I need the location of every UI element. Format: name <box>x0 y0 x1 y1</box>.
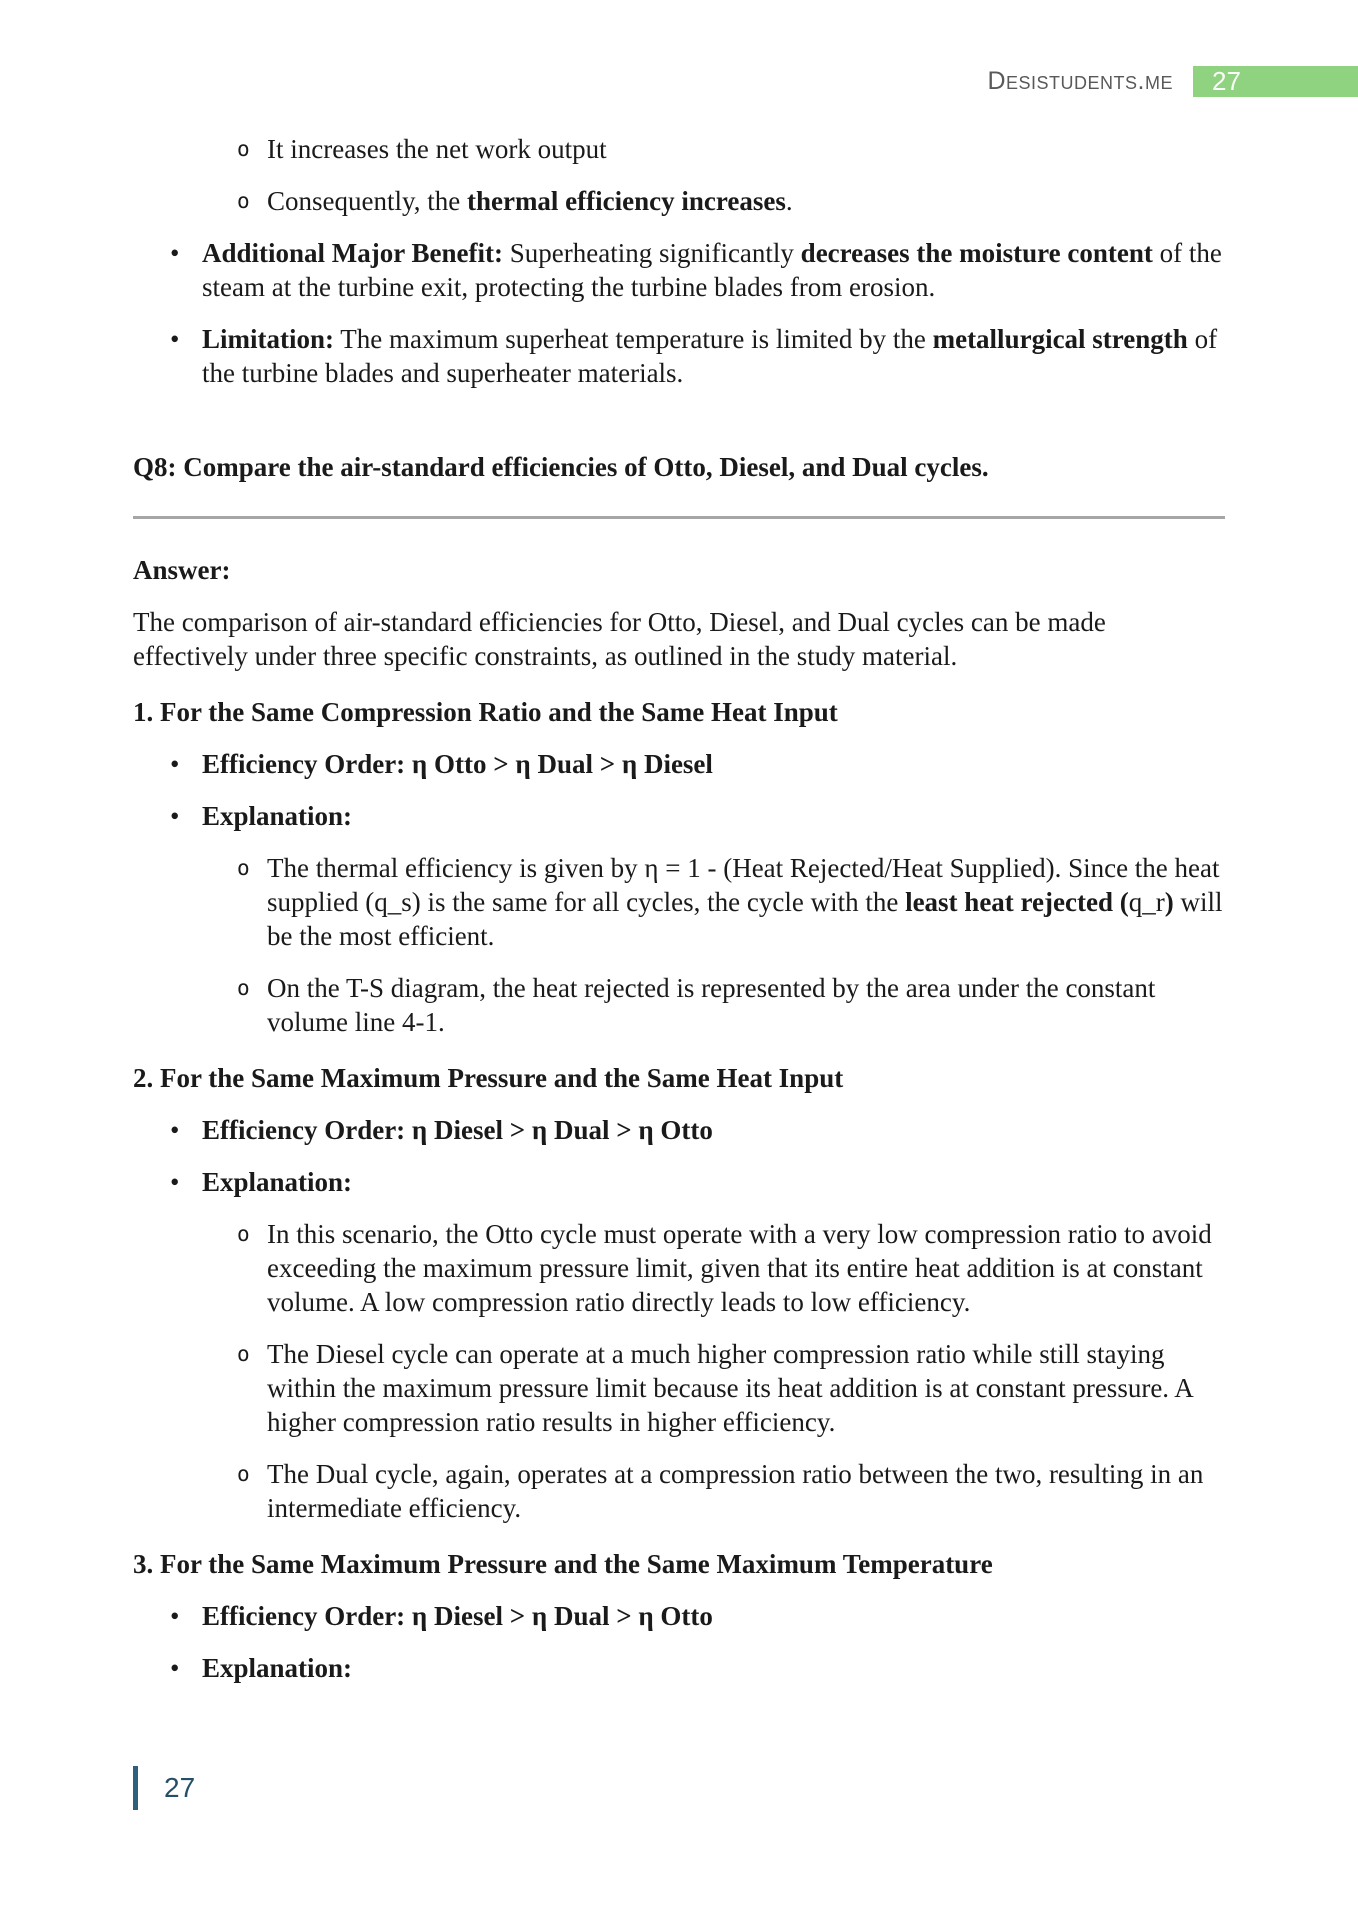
question-heading: Q8: Compare the air-standard efficiencies of Otto, Diesel, and Dual cycles. <box>133 450 1225 519</box>
circle-bullet-icon: o <box>237 1462 250 1486</box>
section-heading: 1. For the Same Compression Ratio and the Same Heat Input <box>133 697 838 727</box>
list-item-text: Efficiency Order: η Otto > η Dual > η Diesel <box>202 749 713 779</box>
list-item <box>133 1337 1225 1439</box>
list-item-text: Explanation: <box>202 1653 353 1683</box>
list-item <box>133 184 1225 218</box>
bullet-icon: • <box>170 324 180 354</box>
list-item <box>133 1651 1225 1685</box>
list-item-text: In this scenario, the Otto cycle must operate with a very low compression ratio to avoid exceeding the maximum pressure limit, given that its entire heat addition is at constant volume. A low compression ratio directly leads to low efficiency. <box>267 1219 1212 1317</box>
list-item <box>133 1165 1225 1199</box>
list-item-text: Consequently, the thermal efficiency increases. <box>267 186 793 216</box>
list-item-text: On the T-S diagram, the heat rejected is represented by the area under the constant volume line 4-1. <box>267 973 1156 1037</box>
list-item <box>133 747 1225 781</box>
bullet-icon: • <box>170 801 180 831</box>
circle-bullet-icon: o <box>237 189 250 213</box>
footer-accent-bar <box>133 1766 138 1810</box>
page-header <box>0 66 1358 97</box>
list-item-text: Limitation: The maximum superheat temperature is limited by the metallurgical strength of the turbine blades and superheater materials. <box>202 324 1218 388</box>
bullet-icon: • <box>170 1653 180 1683</box>
bullet-icon: • <box>170 1167 180 1197</box>
list-item <box>133 851 1225 953</box>
list-item-text: Additional Major Benefit: Superheating significantly decreases the moisture content of the steam at the turbine exit, protecting the turbine blades from erosion. <box>202 238 1222 302</box>
list-item-text: Explanation: <box>202 801 353 831</box>
circle-bullet-icon: o <box>237 976 250 1000</box>
circle-bullet-icon: o <box>237 1222 250 1246</box>
circle-bullet-icon: o <box>237 856 250 880</box>
list-item-text: Efficiency Order: η Diesel > η Dual > η Otto <box>202 1115 713 1145</box>
bullet-icon: • <box>170 1601 180 1631</box>
list-item-text: Efficiency Order: η Diesel > η Dual > η Otto <box>202 1601 713 1631</box>
list-item <box>133 1217 1225 1319</box>
list-item <box>133 799 1225 833</box>
list-item <box>133 236 1225 304</box>
circle-bullet-icon: o <box>237 1342 250 1366</box>
footer-page-number: 27 <box>164 1772 196 1803</box>
list-item-text: The Dual cycle, again, operates at a compression ratio between the two, resulting in an intermediate efficiency. <box>267 1459 1204 1523</box>
section-heading: 2. For the Same Maximum Pressure and the Same Heat Input <box>133 1063 844 1093</box>
list-item-text: The Diesel cycle can operate at a much higher compression ratio while still staying within the maximum pressure limit because its heat addition is at constant pressure. A higher compression ratio results in higher efficiency. <box>267 1339 1193 1437</box>
list-item <box>133 971 1225 1039</box>
bullet-icon: • <box>170 1115 180 1145</box>
list-item <box>133 322 1225 390</box>
site-name: Desistudents.me <box>987 67 1173 95</box>
list-item <box>133 1599 1225 1633</box>
answer-label: Answer: <box>133 555 231 585</box>
document-content <box>133 132 1225 1703</box>
list-item <box>133 1457 1225 1525</box>
list-item-text: It increases the net work output <box>267 134 607 164</box>
page-number-badge: 27 <box>1193 66 1358 97</box>
circle-bullet-icon: o <box>237 137 250 161</box>
page-footer <box>133 1766 195 1810</box>
list-item-text: Explanation: <box>202 1167 353 1197</box>
section-heading: 3. For the Same Maximum Pressure and the Same Maximum Temperature <box>133 1549 993 1579</box>
paragraph: The comparison of air-standard efficiencies for Otto, Diesel, and Dual cycles can be made effectively under three specific constraints, as outlined in the study material. <box>133 607 1106 671</box>
list-item <box>133 1113 1225 1147</box>
list-item <box>133 132 1225 166</box>
bullet-icon: • <box>170 749 180 779</box>
bullet-icon: • <box>170 238 180 268</box>
list-item-text: The thermal efficiency is given by η = 1 - (Heat Rejected/Heat Supplied). Since the heat supplied (q_s) is the same for all cycles, the cycle with the least heat rejected (q_r) will be the most efficient. <box>267 853 1223 951</box>
